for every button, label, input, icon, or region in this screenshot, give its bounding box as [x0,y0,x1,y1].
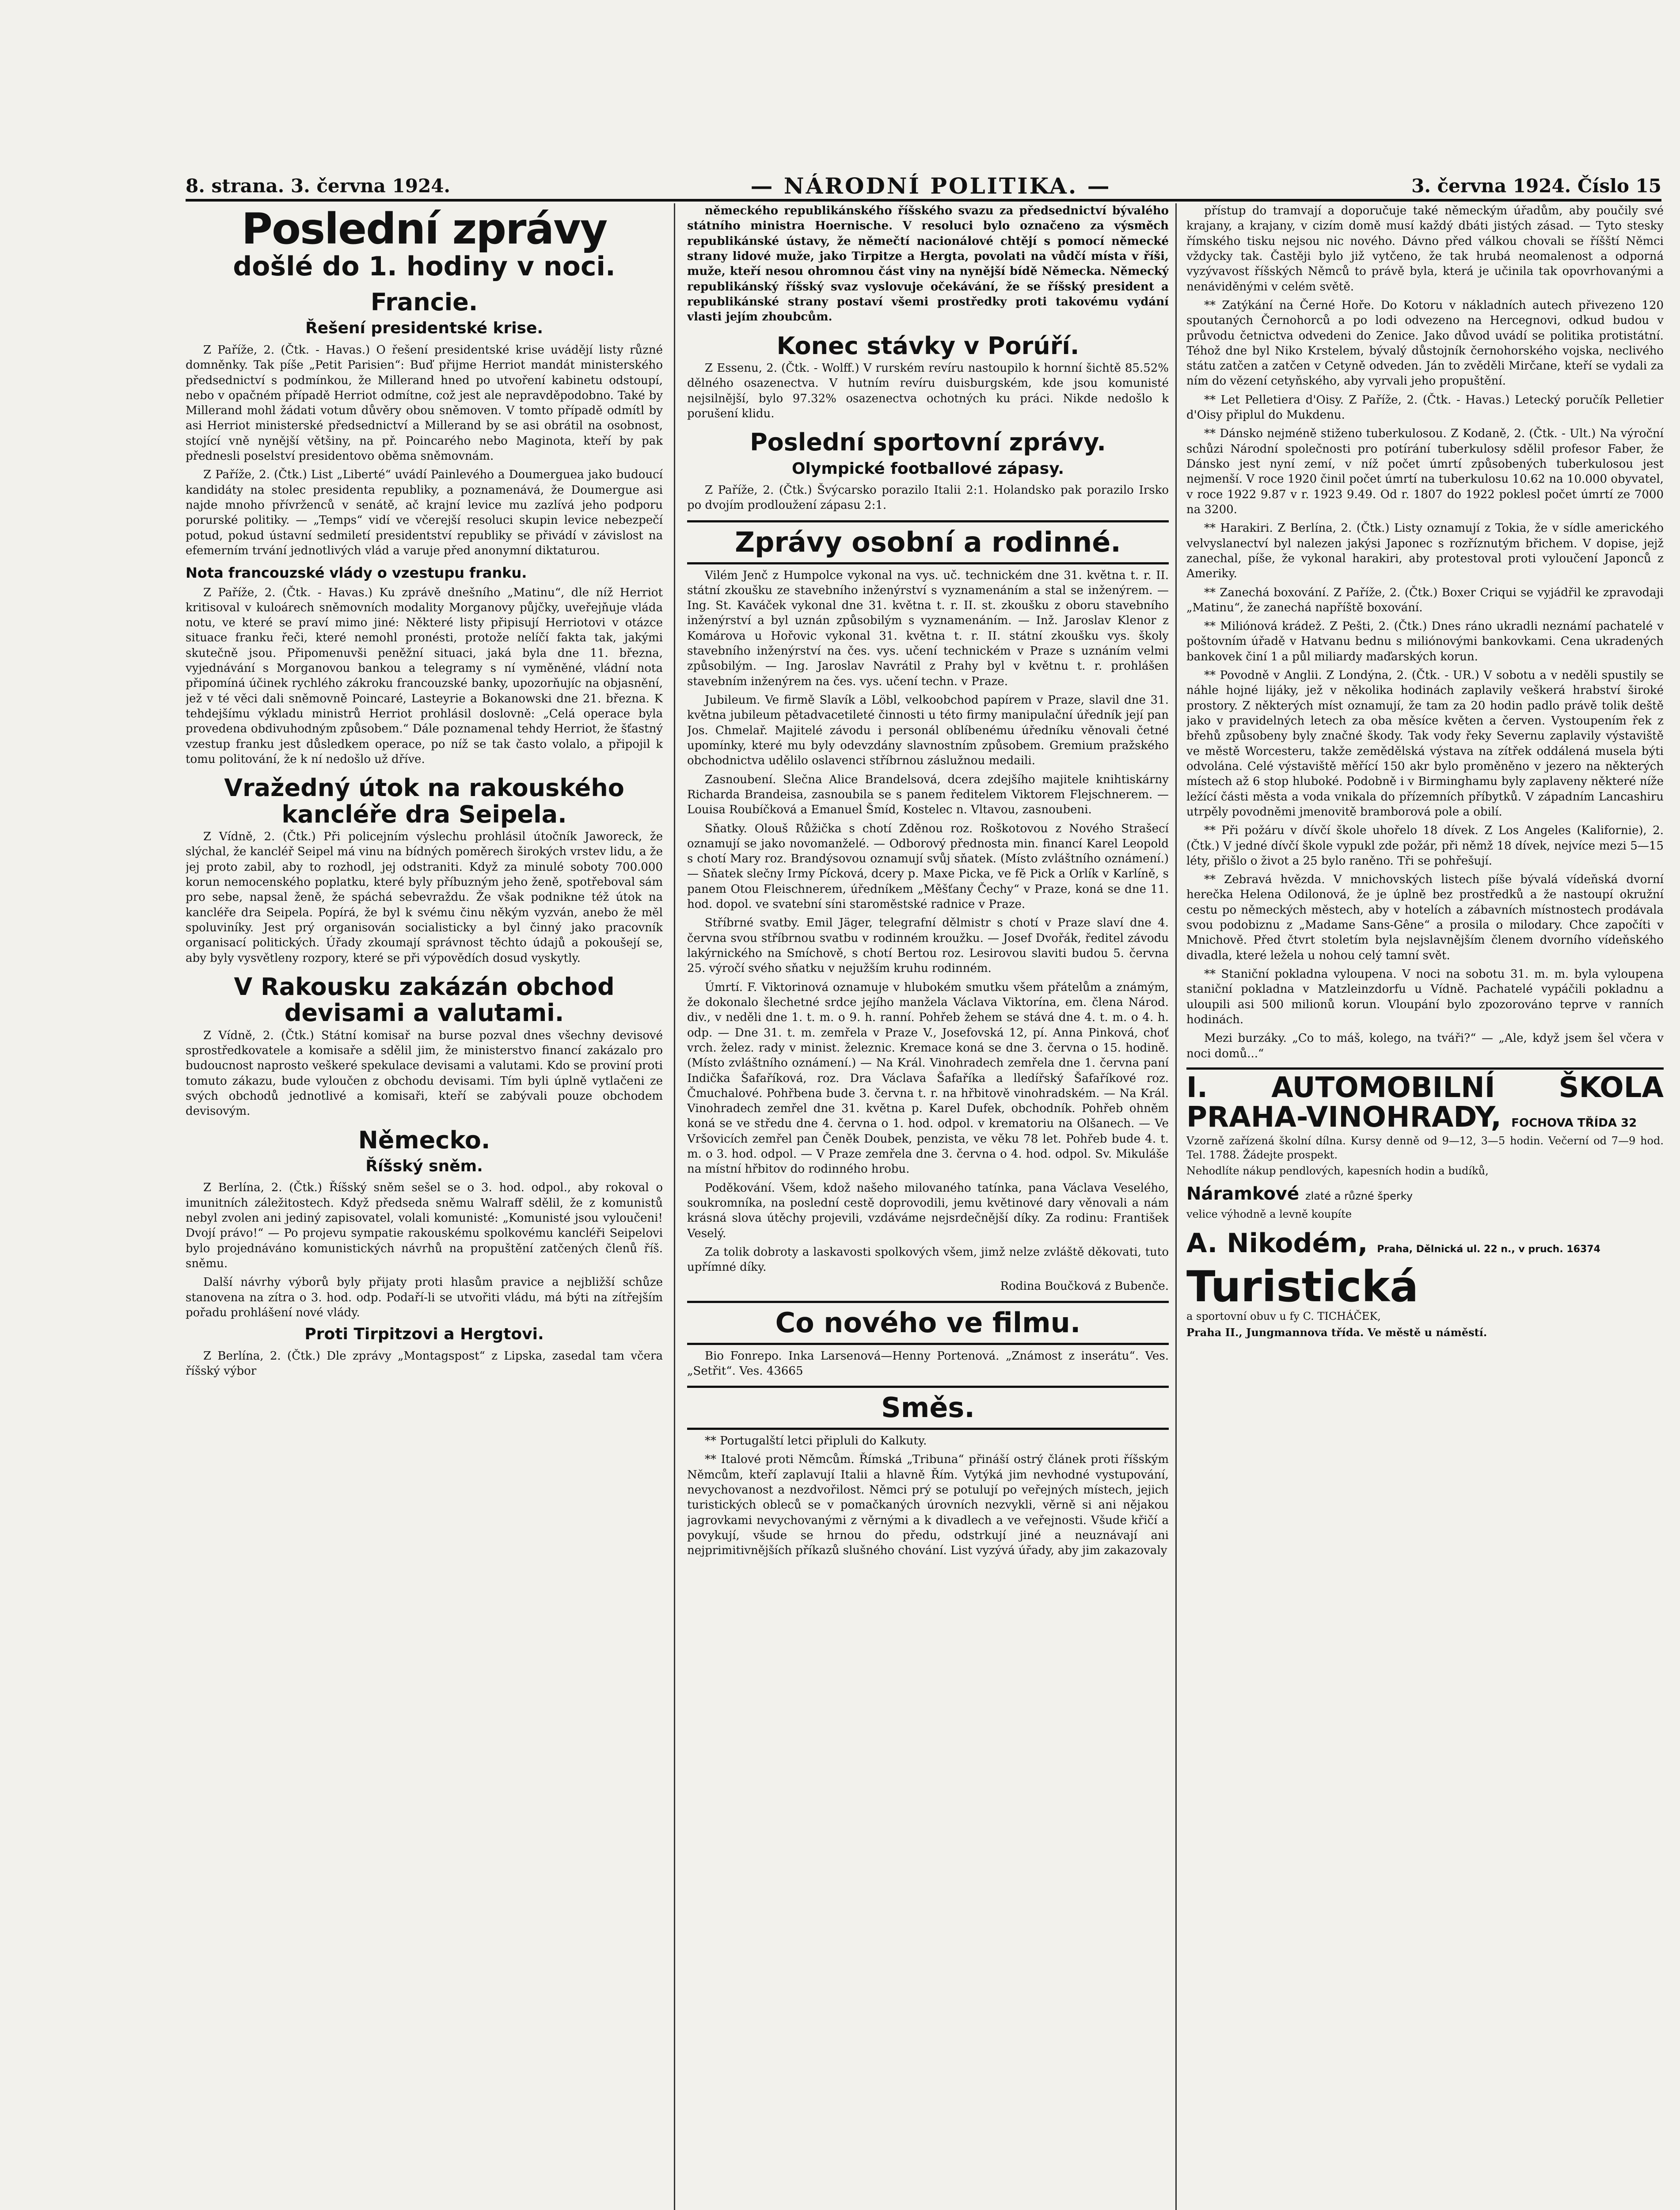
article-paragraph: ** Harakiri. Z Berlína, 2. (Čtk.) Listy oznamují z Tokia, že v sídle amerického velvyslanectví byl nalezen jakýsi Japonec s rozříznutým břichem. V dopise, jejž zanechal, píše, že vykonal harakiri, aby protestoval proti vyloučení Japonců z Ameriky. [1186,522,1664,581]
article-heading: Nota francouzské vlády o vzestupu franku. [186,564,527,582]
article-paragraph: Z Vídně, 2. (Čtk.) Státní komisař na burse pozval dnes všechny devisové sprostředkovatele a komisaře a sdělil jim, že ministerstvo financí zakázalo pro budoucnost naprosto veškeré spekulace devisami a valutami. Kdo se proviní proti tomuto zákazu, bude vyloučen z obchodu devisami. Tím byli úplně vytlačeni ze svých obchodů jednotlivé a komisaři, kteří se zabývali pouze obchodem devisovým. [186,1029,663,1118]
article-heading: Konec stávky v Porúří. [776,332,1079,360]
newspaper-title: — NÁRODNÍ POLITIKA. — [750,172,1111,199]
article-paragraph: ** Portugalští letci připluli do Kalkuty. [705,1434,927,1448]
ad-address: Praha, Dělnická ul. 22 n., v pruch. 16374 [1377,1243,1600,1255]
article-paragraph: ** Let Pelletiera d'Oisy. Z Paříže, 2. (Čtk. - Havas.) Letecký poručík Pelletier d'Oisy připlul do Mukdenu. [1186,393,1664,422]
article-paragraph: ** Staniční pokladna vyloupena. V noci na sobotu 31. m. m. byla vyloupena staniční pokladna v Matzleinzdorfu u Vídně. Pachatelé vypáčili pokladnu a uloupili asi 500 milionů korun. Vloupání bylo zpozorováno teprve v ranních hodinách. [1186,968,1664,1026]
article-paragraph: Stříbrné svatby. Emil Jäger, telegrafní dělmistr s chotí v Praze slaví dne 4. června svou stříbrnou svatbu v rodinném kroužku. — Josef Dvořák, ředitel závodu lakýrnického na Smíchově, s chotí Bertou roz. Lesirovou slaviti budou 5. června 25. výročí svého sňatku v nejužším kruhu rodinném. [687,916,1169,975]
article-paragraph: Úmrtí. F. Viktorinová oznamuje v hlubokém smutku všem přátelům a známým, že dokonalo šlechetné srdce jejího manžela Václava Viktorína, em. člena Národ. div., v neděli dne 1. t. m. o 9. h. ranní. Pohřeb žehem se stává dne 4. t. m. o 4. h. odp. — Dne 31. t. m. zemřela v Praze V., Josefovská 12, pí. Anna Pinková, choť vrch. želez. rady v minist. železnic. Kremace koná se dne 3. června o 15. hodině. (Místo zvláštního oznámení.) — Na Král. Vinohradech zemřela dne 1. června paní Indička Šafaříková, roz. Dra Václava Šafaříka a lledířský Šafaříkové roz. Čmuchalové. Pohřbena bude 3. června t. r. na hřbitově vinohradském. — Na Král. Vinohradech zemřel dne 31. května p. Karel Dufek, obchodník. Pohřeb ohněm koná se ve středu dne 4. června o 1. hod. odpol. v krematoriu na Olšanech. — Ve Vršovicích zemřel pan Čeněk Doubek, penzista, ve věku 78 let. Pohřeb bude 4. t. m. o 3. hod. odpol. — V Praze zemřela dne 3. června o 4. hod. odpol. Sv. Mikuláše na místní hřbitov do rodinného hrobu. [687,980,1169,1176]
page-info-left: 8. strana. 3. června 1924. [186,175,451,197]
section-subtitle: došlé do 1. hodiny v noci. [233,251,616,282]
article-paragraph: Z Vídně, 2. (Čtk.) Při policejním výslechu prohlásil útočník Jaworeck, že slýchal, že kancléř Seipel má vinu na bídných poměrech širokých vrstev lidu, a že jej proto zabil, aby to rozhodl, jej odstraniti. Když za minulé soboty 700.000 korun nemocenského poplatku, které byly příbuzným jeho ženě, spotřeboval sám pro sebe, napsal ženě, že spáchá sebevraždu. Že však podnikne též útok na kancléře dra Seipela. Popírá, že byl k svému činu někým vyzván, anebo že měl spoluviníky. Jest prý organisován socialisticky a byl činný jako pracovník organisací politických. Úřady zkoumají správnost těchto údajů a pokoušejí se, aby byly vysvětleny rozpory, které se při výpovědích dosud vyskytly. [186,830,663,965]
article-heading: Vražedný útok na rakouského kancléře dra Seipela. [224,774,624,828]
article-paragraph: Bio Fonrepo. Inka Larsenová—Henny Portenová. „Známost z inserátu“. Ves. „Setřit“. Ves. 43665 [687,1349,1169,1378]
section-title: Co nového ve filmu. [687,1301,1169,1345]
article-paragraph: Z Paříže, 2. (Čtk.) List „Liberté“ uvádí Painlevého a Doumerguea jako budoucí kandidáty na stolec presidenta republiky, a poznamenává, že Doumergue asi najde mnoho přívrženců v senátě, ač krajní levice mu zazlívá jeho podporu porurské politiky. — „Temps“ vidí ve včerejší resoluci skupin levice nebezpečí potud, pokud ústavní sedmiletí presidentství republiky se přivádí v závislost na efemerním trvání jednotlivých vlád a varuje před anonymní diktaturou. [186,468,663,557]
article-paragraph: ** Italové proti Němcům. Římská „Tribuna“ přináší ostrý článek proti říšským Němcům, kteří zaplavují Italii a hlavně Řím. Vytýká jim nevhodné vystupování, nevychovanost a nezdvořilost. Němci prý se potulují po veřejných místech, jejich turistických obleců se v pomačkaných úrovních nezvykli, věrně si ani nějakou jagrovkami nevychovanými z věrnými a k divadlech a ve veřejnosti. Všude křičí a povykují, všude se hrnou do předu, odstrkují jiné a neuznávají ani nejprimitivnějších příkazů slušného chování. List vyzývá úřady, aby jim zakazovaly [687,1453,1169,1558]
article-paragraph: ** Při požáru v dívčí škole uhořelo 18 dívek. Z Los Angeles (Kalifornie), 2. (Čtk.) V jedné dívčí škole vypukl zde požár, při němž 18 dívek, nejvíce mezi 5—15 léty, přišlo o život a 25 bylo raněno. Tři se pohřešují. [1186,824,1664,868]
article-paragraph: Z Berlína, 2. (Čtk.) Dle zprávy „Montagspost“ z Lipska, zasedal tam včera říšský výbor [186,1349,663,1378]
article-paragraph: Jubileum. Ve firmě Slavík a Löbl, velkoobchod papírem v Praze, slavil dne 31. května jubileum pětadvacetileté činnosti u této firmy manipulační úředník její pan Jos. Chmelař. Majitelé závodu i personál oblíbenému úředníku věnovali četné upomínky, které mu byly odevzdány slavnostním způsobem. Gremium pražského obchodnictva udělilo oslavenci stříbrnou záslužnou medaili. [687,693,1169,768]
article-paragraph: Z Essenu, 2. (Čtk. - Wolff.) V rurském revíru nastoupilo k hornní šichtě 85.52% dělného osazenectva. V hutním revíru duisburgském, kde jsou komunisté nejsilnější, bylo 97.32% osazenectva ochotných ku práci. Nikde nedošlo k porušení klidu. [687,361,1169,420]
column-rule [674,203,675,2210]
article-paragraph: Mezi burzáky. „Co to máš, kolego, na tváři?“ — „Ale, když jsem šel včera v noci domů...“ [1186,1032,1664,1060]
ad-text: velice výhodně a levně koupíte [1186,1208,1352,1221]
ad-nikodem [1186,1226,1664,1261]
article-paragraph: ** Zebravá hvězda. V mnichovských listech píše bývalá vídeňská dvorní herečka Helena Odilonová, že je úplně bez prostředků a že nastoupí okružní cestu po německých městech, aby v hotelích a zábavních místnostech prodávala svou podobiznu z „Madame Sans-Gêne“ a prosila o milodary. Chce započíti v Mnichově. Před čtvrt stoletím byla nejslavnějším členem dvorního vídeňského divadla, které ležela u nohou celý tamní svět. [1186,873,1664,962]
article-paragraph: ** Zanechá boxování. Z Paříže, 2. (Čtk.) Boxer Criqui se vyjádřil ke zpravodaji „Matinu“, že zanechá napříště boxování. [1186,586,1664,614]
column-2 [687,203,1169,2201]
ad-text: Nehodlíte nákup pendlových, kapesních hodin a budíků, [1186,1164,1489,1177]
article-paragraph: Další návrhy výborů byly přijaty proti hlasům pravice a nejbližší schůze stanovena na zítra o 3. hod. odp. Podaří-li se utvořiti vládu, má býti na zítřejším pořadu prohlášení nové vlády. [186,1276,663,1319]
section-title: Poslední zprávy [241,204,607,254]
ad-name: A. Nikodém, [1186,1227,1368,1259]
article-paragraph: ** Povodně v Anglii. Z Londýna, 2. (Čtk. - UR.) V sobotu a v neděli spustily se náhle hojné lijáky, jež v několika hodinách zaplavily veškerá hrabství široké prostory. Z některých míst oznamují, že tam za 20 hodin padlo právě tolik deště jako v pravidelných letech za oba měsíce květen a červen. Vystoupením řek z břehů způsobeny byly značné škody. Tak vody řeky Severnu zaplavily výstaviště ve městě Worcesteru, takže zemědělská výstava na zítřek oddálená musela býti odvolána. Celé výstaviště měřící 150 akr bylo proměněno v jezero na některých místech až 6 stop hluboké. Podobně i v Birminghamu byly zaplaveny některé níže ležící části města a voda vnikala do přízemních příbytků. V západním Lancashiru utrpěly povodněmi jmenovitě bramborová pole a obilí. [1186,669,1664,819]
article-paragraph: Sňatky. Olouš Růžička s chotí Zděnou roz. Roškotovou z Nového Strašecí oznamují se jako novomanželé. — Odborový přednosta min. financí Karel Leopold s chotí Mary roz. Brandýsovou oznamují svůj sňatek. (Místo zvláštního oznámení.) — Sňatek slečny Irmy Pícková, dcery p. Maxe Picka, ve fě Pick a Orlík v Karlíně, s panem Otou Fleischnerem, úředníkem „Měšťany Čechy“ v Praze, koná se dne 11. hod. dopol. ve svatební síni staroměstské radnice v Praze. [687,822,1169,911]
article-paragraph: Z Berlína, 2. (Čtk.) Říšský sněm sešel se o 3. hod. odpol., aby rokoval o imunitních záležitostech. Když předseda sněmu Walraff sdělil, že z komunistů nebyl zvolen ani jediný zapisovatel, volali komunisté: „Komunisté jsou vyloučeni! Dvojí právo!“ — Po projevu sympatie rakouskému spolkovému kancléři Seipelovi bylo projednáváno komunistických návrhů na propuštění zatčených členů říš. sněmu. [186,1181,663,1270]
section-title: Zprávy osobní a rodinné. [687,520,1169,564]
ad-shoes [1186,1261,1664,1311]
article-paragraph: Za tolik dobroty a laskavosti spolkových všem, jimž nelze zvláště děkovati, tuto upřímné díky. [687,1245,1169,1274]
article-subheading: Řešení presidentské krise. [305,319,544,338]
ad-text: a sportovní obuv u fy C. TICHÁČEK, [1186,1310,1381,1322]
ad-text: zlaté a různé šperky [1305,1190,1413,1203]
column-1 [186,203,663,2201]
article-paragraph: ** Dánsko nejméně stiženo tuberkulosou. Z Kodaně, 2. (Čtk. - Ult.) Na výroční schůzi Národní společnosti pro potírání tuberkulosy sdělil profesor Faber, že Dánsko jest nyní zemí, v níž počet úmrtí způsobených tuberkulosou jest nejmenší. V roce 1920 činil počet úmrtí na tuberkulosu 10.62 na 10.000 obyvatel, v roce 1922 9.87 v r. 1923 9.49. Od r. 1807 do 1922 poklesl počet úmrtí ze 7000 na 3200. [1186,427,1664,516]
ad-address: FOCHOVA TŘÍDA 32 [1511,1116,1637,1130]
article-paragraph: přístup do tramvají a doporučuje také německým úřadům, aby poučily své krajany, a krajany, v cizím domě musí každý dbáti jistých zásad. — Tyto stesky římského tisku nejsou nic nového. Dávno před válkou chovali se říšští Němci vždycky tak. Častěji bylo již vytčeno, že tak hrubá neomalenost a odporná vyzývavost říšských Němců to právě byla, která je učinila tak opovrhovanými a nenáviděnými v celém světě. [1186,204,1664,293]
article-heading: Francie. [370,288,478,316]
masthead [186,172,1661,202]
article-paragraph: ** Miliónová krádež. Z Pešti, 2. (Čtk.) Dnes ráno ukradli neznámí pachatelé v poštovním úřadě v Hatvanu bednu s miliónovými bankovkami. Cena ukradených bankovek činí 1 a půl miliardy maďarských korun. [1186,620,1664,663]
article-subheading: Říšský sněm. [365,1157,483,1175]
article-paragraph: Z Paříže, 2. (Čtk.) Švýcarsko porazilo Italii 2:1. Holandsko pak porazilo Irsko po dvojím prodloužení zápasu 2:1. [687,484,1169,512]
section-title: Směs. [687,1386,1169,1430]
article-paragraph: Z Paříže, 2. (Čtk. - Havas.) Ku zprávě dnešního „Matinu“, dle níž Herriot kritisoval v kuloárech sněmovních modality Morganovy půjčky, uveřejňuje vláda notu, ve které se praví mimo jiné: Některé listy připisují Herriotovi v otázce situace franku řeči, které nemohl pronésti, protože nelíčí fakta tak, jakými skutečně jsou. Připomenuvši peněžní situaci, jaká byla dne 11. března, vyjednávání s Morganovou bankou a telegramy s ní vyměněné, vládní nota připomíná účinek rychlého zákroku francouzské banky, upozorňujíc na objasnění, jež v té věci dali sněmovně Poincaré, Lasteyrie a Bokanowski dne 21. března. K tehdejšímu výkladu ministrů Herriot prohlásil doslovně: „Celá operace byla provedena obdivuhodným způsobem.“ Dále poznamenal tehdy Herriot, že šťastný vzestup franku jest důsledkem operace, po níž se tak často volalo, a připojil k tomu politování, že k ní nedošlo už dříve. [186,586,663,766]
ad-text: Vzorně zařízená školní dílna. Kursy denně od 9—12, 3—5 hodin. Večerní od 7—9 hod. Tel. 1788. Žádejte prospekt. [1186,1135,1664,1161]
ad-address: Praha II., Jungmannova třída. Ve městě u náměstí. [1186,1326,1487,1339]
ad-name: Náramkové [1186,1184,1300,1204]
article-paragraph: Poděkování. Všem, kdož našeho milovaného tatínka, pana Václava Veselého, soukromníka, na poslední cestě doprovodili, jemu květinové dary věnovali a nám krásná slova útěchy projevili, vzdáváme nejsrdečnější díky. Za rodinu: František Veselý. [687,1181,1169,1240]
article-heading: Poslední sportovní zprávy. [750,428,1106,457]
article-heading: Německo. [358,1126,490,1154]
article-subheading: Proti Tirpitzovi a Hergtovi. [304,1325,544,1344]
ad-name: Turistická [1186,1261,1418,1311]
ad-driving-school [1186,1067,1664,1132]
article-paragraph: ** Zatýkání na Černé Hoře. Do Kotoru v nákladních autech přivezeno 120 spoutaných Černohorců a po lodi odvezeno na Hercegnovi, odkud budou v průvodu četnictva odvedeni do Zenice. Jako důvod uvádí se politika protistátní. Téhož dne byl Niko Krstelem, bývalý důstojník černohorského vojska, neclivého státu zatčen a zatčen v Cetyně odveden. Ján to zvěděli Mirčane, kteří se vydali za ním do vězení cetyňského, aby vyrvali jeho propuštění. [1186,298,1664,388]
article-paragraph: Vilém Jenč z Humpolce vykonal na vys. uč. technickém dne 31. května t. r. II. státní zkoušku ze stavebního inženýrství s vyznamenáním a stal se inženýrem. — Ing. St. Kaváček vykonal dne 31. května t. r. II. st. zkoušku z oboru stavebního inženýrství a byl uznán způsobilým s vyznamenáním. — Inž. Jaroslav Klenor z Komárova u Hořovic vykonal 31. května t. r. II. státní zkoušku vys. školy stavebního inženýrství na čes. vys. učení technickém v Praze s uznáním velmi způsobilým. — Ing. Jaroslav Navrátil z Prahy byl v květnu t. r. prohlášen stavebním inženýrem na čes. vys. učení techn. v Praze. [687,568,1169,688]
signature: Rodina Boučková z Bubenče. [1000,1279,1169,1293]
article-subheading: Olympické footballové zápasy. [791,459,1064,478]
article-paragraph: Z Paříže, 2. (Čtk. - Havas.) O řešení presidentské krise uvádějí listy různé domněnky. Tak píše „Petit Parisien“: Buď přijme Herriot mandát ministerského předsednictví s podmínkou, že Millerand hned po utvoření kabinetu odstoupí, nebo v opačném případě Herriot odmítne, což jest ale nepravděpodobno. Také by Millerand mohl žádati votum důvěry obou sněmoven. V tomto případě odmítl by asi Herriot ministerské předsednictví a Millerand by se asi obrátil na osobnost, stojící vně nynější většiny, na př. Poincarého nebo Maginota, kteří by pak přednesli poselství presidentovo oběma sněmovnám. [186,343,663,463]
column-3 [1186,203,1664,2210]
article-paragraph: německého republikánského říšského svazu za předsednictví bývalého státního ministra Hoernische. V resoluci bylo označeno za výsměch republikánské ústavy, že němečtí nacionálové chtějí s pomocí německé strany lidové muže, jako Tirpitze a Hergta, povolati na vůdčí místa v říši, muže, kteří nesou ohromnou část viny na nynější bídě Německa. Německý republikánský říšský svaz vyslovuje očekávání, že se říšský president a republikánské strany postaví všemi prostředky proti takovému vydání vlasti jejím zhoubcům. [687,204,1169,324]
article-paragraph: Zasnoubení. Slečna Alice Brandelsová, dcera zdejšího majitele knihtiskárny Richarda Brandeisa, zasnoubila se s panem ředitelem Viktorem Flejschnerem. — Louisa Roubíčková a Emanuel Šmíd, Kostelec n. Vltavou, zasnoubeni. [687,773,1169,817]
ad-watches [1186,1182,1664,1206]
article-heading: V Rakousku zakázán obchod devisami a valutami. [234,972,615,1027]
page-info-right: 3. června 1924. Číslo 15 [1411,175,1661,197]
column-rule [1175,203,1177,2210]
ad-title: I. AUTOMOBILNÍ ŠKOLA PRAHA-VINOHRADY, [1186,1071,1664,1134]
